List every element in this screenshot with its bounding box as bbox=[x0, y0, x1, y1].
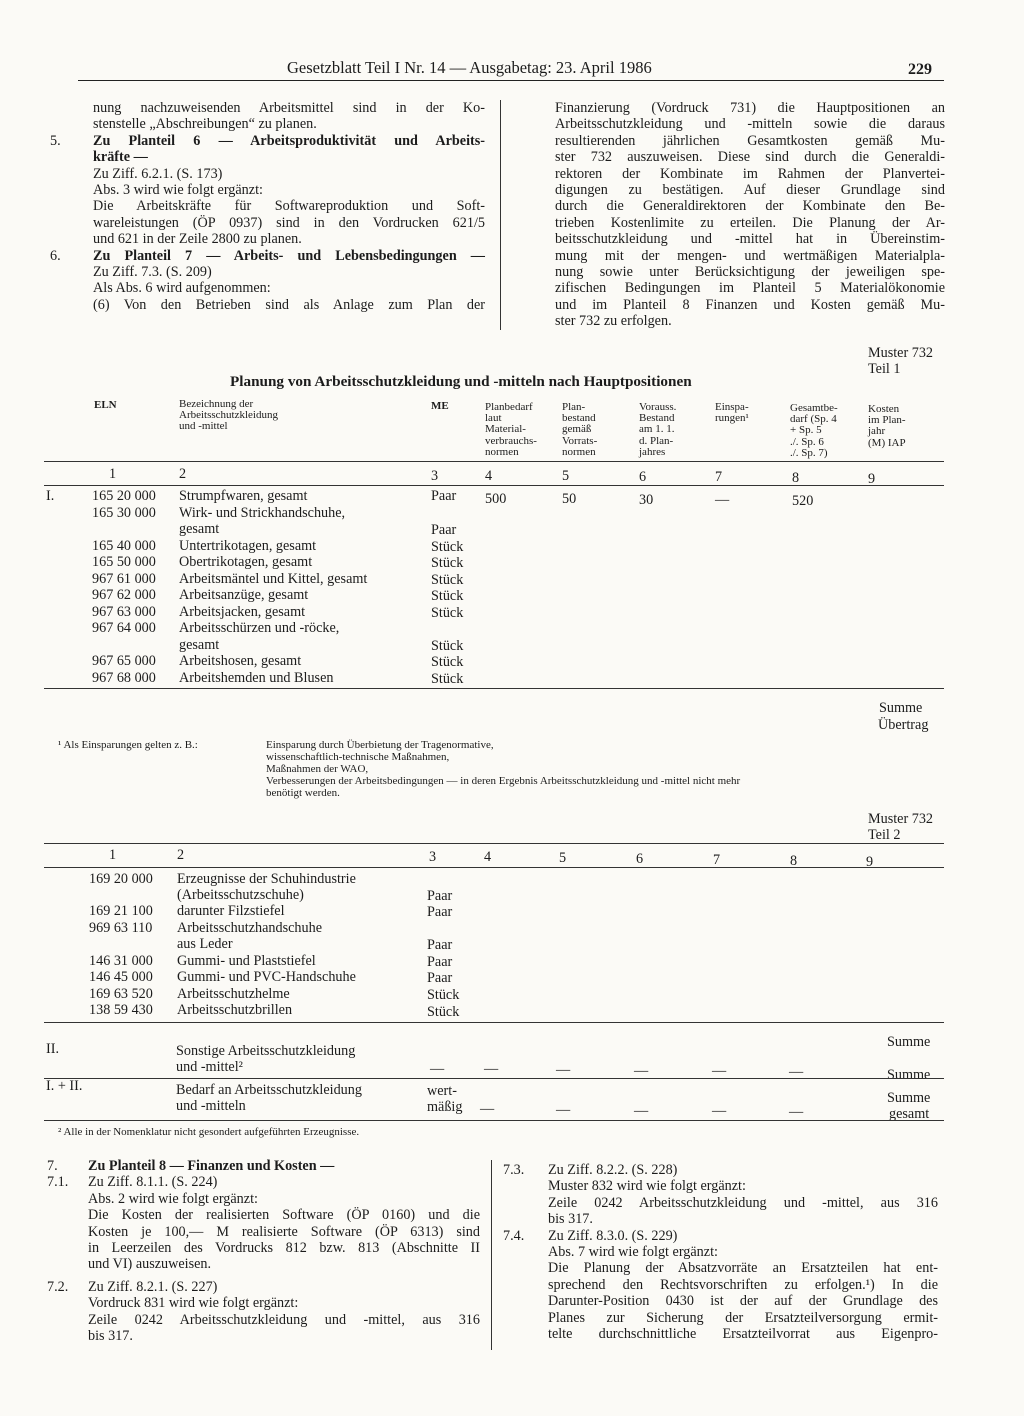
value-cell: — bbox=[715, 492, 730, 508]
text-line: Darunter-Position 0430 ist der auf der Grundlage des bbox=[548, 1293, 938, 1310]
col-head-einsparungen: Einspa- rungen¹ bbox=[715, 401, 749, 425]
text-line: ster 732 zu erfolgen. bbox=[555, 313, 672, 330]
col-head-gesamtbedarf: Gesamtbe- darf (Sp. 4 + Sp. 5 ./. Sp. 6 ./. Sp. 7) bbox=[790, 402, 838, 459]
col-number: 3 bbox=[431, 468, 439, 484]
group-label: I. + II. bbox=[46, 1078, 83, 1094]
right-column-bottom bbox=[503, 1162, 938, 1343]
text-line: (6) Von den Betrieben sind als Anlage zum Plan der bbox=[93, 296, 485, 313]
table-rule bbox=[44, 688, 944, 689]
name-cell: Gummi- und Plaststiefel bbox=[177, 953, 316, 969]
text-line: Zu Ziff. 8.1.1. (S. 224) bbox=[88, 1174, 218, 1191]
text-line: Zu Ziff. 8.2.2. (S. 228) bbox=[548, 1162, 678, 1178]
footnote bbox=[58, 739, 198, 751]
footnote-lead: ¹ Als Einsparungen gelten z. B.: bbox=[58, 739, 198, 751]
me-cell: Stück bbox=[431, 555, 464, 571]
me-cell: Paar bbox=[431, 488, 457, 504]
muster-part-label: Teil 1 bbox=[868, 361, 901, 377]
col-number: 6 bbox=[636, 851, 644, 867]
name-cell: Arbeitsschutzhelme bbox=[177, 986, 290, 1002]
left-column-bottom bbox=[47, 1158, 480, 1345]
me-cell: Paar bbox=[427, 904, 453, 920]
eln-cell: 969 63 110 bbox=[89, 920, 153, 936]
me-cell: Stück bbox=[431, 572, 464, 588]
text-line: Zu Ziff. 8.3.0. (S. 229) bbox=[548, 1227, 678, 1244]
footnote-body: Einsparung durch Überbietung der Tragenormative, wissenschaftlich-technische Maßnahmen, Maßnahmen der WAO, Verbesserungen der Arbeitsbedingungen — in deren Ergebnis Arbeitsschutzkleidung und -mittel nicht mehr benötigt werden. bbox=[266, 739, 741, 799]
dash-cell: — bbox=[430, 1061, 445, 1077]
dash-cell: — bbox=[484, 1061, 499, 1077]
text-line: nung sowie unter Berücksichtigung der jeweiligen spe- bbox=[555, 264, 945, 281]
col-head-eln: ELN bbox=[94, 399, 117, 411]
name-cell-cont: gesamt bbox=[179, 637, 220, 653]
text-line: telte durchschnittliche Ersatzteilvorrat aus Eigenpro- bbox=[548, 1326, 938, 1343]
value-cell: 50 bbox=[562, 491, 577, 507]
col-number: 5 bbox=[559, 850, 567, 866]
section-number: 5. bbox=[50, 132, 61, 149]
footnote: ² Alle in der Nomenklatur nicht gesondert aufgeführten Erzeugnisse. bbox=[58, 1126, 360, 1138]
name-cell: Strumpfwaren, gesamt bbox=[179, 488, 308, 504]
name-cell: Wirk- und Strickhandschuhe, bbox=[179, 505, 346, 521]
text-line: bis 317. bbox=[88, 1328, 133, 1345]
text-line: und im Planteil 8 Finanzen und Kosten gemäß Mu- bbox=[555, 296, 945, 313]
name-cell: Untertrikotagen, gesamt bbox=[179, 538, 317, 554]
text-line: sprechend den Rechtsvorschriften zu erfolgen.¹) In die bbox=[548, 1276, 938, 1293]
text-line: Kosten je 100,— M realisierte Software (ÖP 6313) sind bbox=[88, 1223, 480, 1240]
text-line: Finanzierung (Vordruck 731) die Hauptpositionen an bbox=[555, 100, 945, 116]
col-head-planbedarf: Planbedarf laut Material- verbrauchs- normen bbox=[485, 401, 537, 458]
text-line: Abs. 3 wird wie folgt ergänzt: bbox=[93, 182, 263, 199]
left-column-top bbox=[50, 100, 485, 313]
me-cell: Stück bbox=[431, 671, 464, 687]
right-column-top bbox=[555, 100, 945, 330]
table-rule bbox=[44, 843, 944, 844]
table-rule bbox=[44, 1120, 944, 1121]
value-cell: 520 bbox=[792, 493, 814, 509]
section-number: 7.3. bbox=[503, 1162, 525, 1178]
name-cell: Obertrikotagen, gesamt bbox=[179, 554, 313, 570]
col-number: 4 bbox=[485, 468, 493, 484]
col-number: 2 bbox=[177, 847, 185, 863]
col-number: 9 bbox=[868, 471, 876, 487]
me-cell: Paar bbox=[427, 888, 453, 904]
col-number: 7 bbox=[713, 852, 721, 868]
name-cell: Arbeitsanzüge, gesamt bbox=[179, 587, 309, 603]
section-heading: kräfte — bbox=[93, 149, 148, 166]
muster-part-label: Teil 2 bbox=[868, 827, 901, 843]
col-number: 8 bbox=[792, 470, 800, 486]
text-line: Zu Ziff. 6.2.1. (S. 173) bbox=[93, 165, 223, 182]
text-line: Arbeitsschutzkleidung und -mitteln sowie die daraus bbox=[555, 116, 945, 133]
text-line: nung nachzuweisenden Arbeitsmittel sind in der Ko- bbox=[93, 100, 485, 116]
col-number: 9 bbox=[866, 854, 874, 870]
text-line: Die Arbeitskräfte für Softwareproduktion und Soft- bbox=[93, 198, 485, 215]
text-line: Muster 832 wird wie folgt ergänzt: bbox=[548, 1178, 746, 1195]
text-line: Zu Ziff. 7.3. (S. 209) bbox=[93, 264, 212, 281]
me-cell: Paar bbox=[427, 954, 453, 970]
eln-cell: 169 63 520 bbox=[89, 986, 153, 1002]
eln-cell: 146 31 000 bbox=[89, 953, 153, 969]
text-line: Zeile 0242 Arbeitsschutzkleidung und -mittel, aus 316 bbox=[548, 1194, 938, 1211]
name-cell: Gummi- und PVC-Handschuhe bbox=[177, 969, 356, 985]
table-title: Planung von Arbeitsschutzkleidung und -mitteln nach Hauptpositionen bbox=[230, 373, 692, 390]
group-label: I. bbox=[46, 488, 55, 504]
eln-cell: 146 45 000 bbox=[89, 969, 153, 985]
section-number: 7. bbox=[47, 1158, 58, 1174]
name-cell: Arbeitshosen, gesamt bbox=[179, 653, 302, 669]
text-line: Als Abs. 6 wird aufgenommen: bbox=[93, 280, 271, 297]
table-rule bbox=[44, 867, 944, 868]
section-heading: Zu Planteil 6 — Arbeitsproduktivität und Arbeits- bbox=[93, 132, 485, 149]
text-line: Zeile 0242 Arbeitsschutzkleidung und -mittel, aus 316 bbox=[88, 1311, 480, 1328]
text-line: stenstelle „Abschreibungen“ zu planen. bbox=[93, 116, 317, 133]
name-cell: Arbeitsschürzen und -röcke, bbox=[179, 620, 340, 636]
text-line: resultierenden jährlichen Gesamtkosten gemäß Mu- bbox=[555, 132, 945, 149]
col-number: 6 bbox=[639, 469, 647, 485]
me-cell: Paar bbox=[427, 937, 453, 953]
page-header bbox=[0, 60, 1024, 82]
section-heading: Zu Planteil 7 — Arbeits- und Lebensbedingungen — bbox=[93, 247, 485, 264]
text-line: beitsschutzkleidung und -mittel hat in Übereinstim- bbox=[555, 231, 945, 248]
eln-cell: 967 62 000 bbox=[92, 587, 156, 603]
me-cell: Stück bbox=[431, 638, 464, 654]
summe-label: Summe bbox=[887, 1067, 931, 1083]
name-cell-cont: (Arbeitsschutzschuhe) bbox=[177, 887, 304, 903]
name-cell-cont: und -mittel² bbox=[176, 1059, 243, 1075]
text-line: und 621 in der Zeile 2800 zu planen. bbox=[93, 231, 302, 248]
eln-cell: 169 20 000 bbox=[89, 871, 153, 887]
section-number: 7.1. bbox=[47, 1174, 69, 1191]
text-line: Planes zur Sicherung der Ersatzteilversorgung ermit- bbox=[548, 1309, 938, 1326]
col-number: 8 bbox=[790, 853, 798, 869]
eln-cell: 967 68 000 bbox=[92, 670, 156, 686]
name-cell-cont: aus Leder bbox=[177, 936, 233, 952]
col-head-kosten: Kosten im Plan- jahr (M) IAP bbox=[868, 403, 906, 449]
value-cell: 30 bbox=[639, 492, 654, 508]
me-cell: Stück bbox=[431, 654, 464, 670]
column-divider bbox=[500, 100, 501, 330]
eln-cell: 165 30 000 bbox=[92, 505, 156, 521]
text-line: rektoren der Kombinate im Rahmen der Planvertei- bbox=[555, 165, 945, 182]
col-head-me: ME bbox=[431, 400, 449, 412]
table-rule bbox=[44, 485, 944, 486]
col-number: 4 bbox=[484, 849, 492, 865]
page-number: 229 bbox=[908, 61, 932, 78]
text-line: und VI) auszuweisen. bbox=[88, 1256, 212, 1273]
text-line: Vordruck 831 wird wie folgt ergänzt: bbox=[88, 1295, 299, 1312]
summe-label: Summe bbox=[887, 1090, 931, 1106]
text-line: Abs. 2 wird wie folgt ergänzt: bbox=[88, 1190, 258, 1207]
text-line: durch die Generaldirektoren der Kombinate den Be- bbox=[555, 198, 945, 215]
text-line: Abs. 7 wird wie folgt ergänzt: bbox=[548, 1244, 718, 1261]
name-cell: Arbeitsschutzhandschuhe bbox=[177, 920, 322, 936]
column-divider bbox=[491, 1160, 492, 1350]
me-cell: Stück bbox=[427, 987, 460, 1003]
col-number: 1 bbox=[109, 466, 117, 482]
dash-cell: — bbox=[712, 1103, 727, 1119]
dash-cell: — bbox=[556, 1062, 571, 1078]
text-line: mung mit der mengen- und wertmäßigen Materialpla- bbox=[555, 247, 945, 264]
dash-cell: — bbox=[712, 1063, 727, 1079]
table-rule bbox=[44, 1078, 944, 1079]
dash-cell: — bbox=[556, 1102, 571, 1118]
section-heading: Zu Planteil 8 — Finanzen und Kosten — bbox=[88, 1158, 335, 1174]
table-rule bbox=[44, 461, 944, 462]
section-number: 7.4. bbox=[503, 1227, 525, 1244]
header-rule bbox=[78, 80, 944, 81]
name-cell: Erzeugnisse der Schuhindustrie bbox=[177, 871, 356, 887]
me-cell: Stück bbox=[431, 588, 464, 604]
summe-label: Summe bbox=[879, 700, 923, 716]
eln-cell: 165 50 000 bbox=[92, 554, 156, 570]
text-line: Zu Ziff. 8.2.1. (S. 227) bbox=[88, 1278, 218, 1295]
text-line: Die Kosten der realisierten Software (ÖP 0160) und die bbox=[88, 1207, 480, 1224]
section-number: 6. bbox=[50, 247, 61, 264]
muster-label: Muster 732 bbox=[868, 811, 934, 827]
eln-cell: 165 40 000 bbox=[92, 538, 156, 554]
eln-cell: 138 59 430 bbox=[89, 1002, 153, 1018]
col-head-bezeichnung: Bezeichnung der Arbeitsschutzkleidung und -mittel bbox=[179, 398, 278, 433]
me-cell: wert- bbox=[427, 1083, 457, 1099]
dash-cell: — bbox=[789, 1064, 804, 1080]
col-number: 1 bbox=[109, 847, 117, 863]
uebertrag-label: Übertrag bbox=[878, 717, 929, 733]
gesamt-label: gesamt bbox=[889, 1106, 930, 1122]
header-title: Gesetzblatt Teil I Nr. 14 — Ausgabetag: 23. April 1986 bbox=[287, 58, 652, 77]
dash-cell: — bbox=[480, 1101, 495, 1117]
me-cell: Stück bbox=[431, 539, 464, 555]
me-cell: Stück bbox=[431, 605, 464, 621]
me-cell-cont: mäßig bbox=[427, 1099, 463, 1115]
name-cell: Sonstige Arbeitsschutzkleidung bbox=[176, 1043, 356, 1059]
table-rule bbox=[44, 1022, 944, 1023]
text-line: digungen zu bestätigen. Auf dieser Grundlage sind bbox=[555, 182, 945, 199]
text-line: bis 317. bbox=[548, 1211, 593, 1228]
col-number: 7 bbox=[715, 469, 723, 485]
name-cell: Arbeitsjacken, gesamt bbox=[179, 604, 306, 620]
col-number: 5 bbox=[562, 468, 570, 484]
muster-label: Muster 732 bbox=[868, 345, 934, 361]
text-line: ster 732 auszuweisen. Diese sind durch die Generaldi- bbox=[555, 149, 945, 166]
text-line: zifischen Bedingungen im Planteil 5 Materialökonomie bbox=[555, 280, 945, 297]
name-cell-cont: gesamt bbox=[179, 521, 220, 537]
value-cell: 500 bbox=[485, 491, 507, 507]
eln-cell: 967 61 000 bbox=[92, 571, 156, 587]
col-head-planbestand: Plan- bestand gemäß Vorrats- normen bbox=[562, 401, 598, 458]
summe-label: Summe bbox=[887, 1034, 931, 1050]
me-cell: Stück bbox=[427, 1004, 460, 1020]
col-number: 2 bbox=[179, 466, 187, 482]
eln-cell: 967 63 000 bbox=[92, 604, 156, 620]
name-cell: Bedarf an Arbeitsschutzkleidung bbox=[176, 1082, 362, 1098]
eln-cell: 967 65 000 bbox=[92, 653, 156, 669]
eln-cell: 165 20 000 bbox=[92, 488, 156, 504]
me-cell: Paar bbox=[431, 522, 457, 538]
name-cell: Arbeitshemden und Blusen bbox=[179, 670, 334, 686]
col-number: 3 bbox=[429, 849, 437, 865]
section-number: 7.2. bbox=[47, 1278, 69, 1295]
text-line: wareleistungen (ÖP 0937) sind in den Vordrucken 621/5 bbox=[93, 214, 485, 231]
text-line: Die Planung der Absatzvorräte an Ersatzteilen hat ent- bbox=[548, 1260, 938, 1277]
dash-cell: — bbox=[634, 1103, 649, 1119]
eln-cell: 169 21 100 bbox=[89, 903, 153, 919]
eln-cell: 967 64 000 bbox=[92, 620, 156, 636]
me-cell: Paar bbox=[427, 970, 453, 986]
text-line: trieben Kostenlimite zu erteilen. Die Planung der Ar- bbox=[555, 214, 945, 231]
group-label: II. bbox=[46, 1041, 59, 1057]
name-cell: Arbeitsschutzbrillen bbox=[177, 1002, 293, 1018]
name-cell: Arbeitsmäntel und Kittel, gesamt bbox=[179, 571, 368, 587]
dash-cell: — bbox=[789, 1104, 804, 1120]
text-line: in Leerzeilen des Vordrucks 812 bzw. 813 (Abschnitte II bbox=[88, 1240, 480, 1257]
dash-cell: — bbox=[634, 1063, 649, 1079]
name-cell-cont: und -mitteln bbox=[176, 1098, 246, 1114]
name-cell: darunter Filzstiefel bbox=[177, 903, 285, 919]
col-head-vorauss-bestand: Vorauss. Bestand am 1. 1. d. Plan- jahres bbox=[639, 401, 677, 458]
